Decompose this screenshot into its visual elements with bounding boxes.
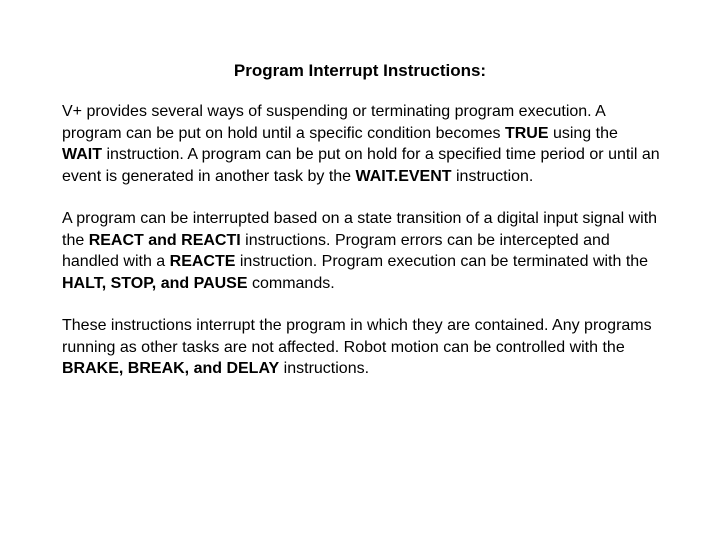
text-segment: instructions. — [279, 360, 370, 377]
keyword-react-reacti: REACT and REACTI — [88, 231, 241, 249]
text-segment: using the — [548, 124, 618, 142]
text-segment: instructions. Program errors can be intercepted and handled with a — [62, 231, 610, 270]
keyword-wait-event: WAIT.EVENT — [355, 167, 452, 185]
text-segment: instruction. A program can be put on hold for a specified time period or until an event is generated in another task by the — [62, 146, 660, 185]
text-segment: instruction. — [451, 167, 534, 185]
text-segment: commands. — [247, 274, 335, 292]
text-segment: A program can be interrupted based on a state transition of a digital input signal with the — [62, 210, 658, 249]
text-segment: V+ provides several ways of suspending or terminating program execution. A program can be put on hold until a specific condition becomes — [62, 103, 605, 142]
keyword-halt-stop-pause: HALT, STOP, and PAUSE — [62, 274, 248, 292]
paragraph-robot-motion — [62, 315, 662, 380]
paragraph-wait-instructions — [62, 101, 662, 187]
paragraph-react-instructions — [62, 208, 662, 294]
text-segment: These instructions interrupt the program in which they are contained. Any programs running as other tasks are not affected. Robot motion can be controlled with the — [62, 317, 652, 356]
keyword-reacte: REACTE — [169, 253, 236, 270]
slide-body — [62, 101, 662, 401]
keyword-brake-break-delay: BRAKE, BREAK, and DELAY — [62, 360, 280, 377]
text-segment: instruction. Program execution can be terminated with the — [235, 253, 649, 270]
keyword-true: TRUE — [504, 124, 549, 142]
keyword-wait: WAIT — [62, 146, 102, 163]
slide-title: Program Interrupt Instructions: — [233, 61, 487, 80]
